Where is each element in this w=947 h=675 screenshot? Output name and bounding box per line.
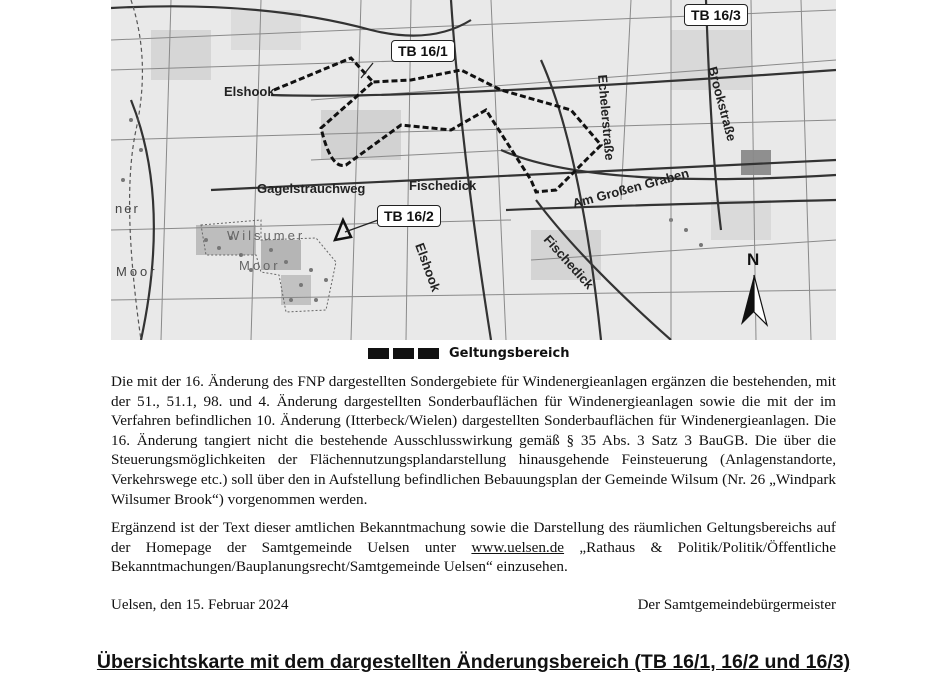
legend-dash-symbol-2 [393, 348, 414, 359]
label-moor-2: Moor [116, 264, 158, 279]
place-date: Uelsen, den 15. Februar 2024 [111, 597, 289, 613]
tb161-label: TB 16/1 [391, 40, 455, 62]
map-caption: Übersichtskarte mit dem dargestellten Änderungsbereich (TB 16/1, 16/2 und 16/3) [96, 651, 851, 673]
legend-dash-symbol [368, 348, 389, 359]
tb162-label: TB 16/2 [377, 205, 441, 227]
north-letter: N [747, 250, 760, 269]
paragraph-homepage-end: „Rathaus & Politik/Politik/Öffentliche Bekanntmachungen/Bauplanungsrecht/Samtgemeinde Uelsen“ einzusehen. [111, 538, 836, 576]
label-am-grossen-graben: Am Großen Graben [570, 165, 691, 211]
signature: Der Samtgemeindebürgermeister [637, 597, 836, 613]
label-echelerstrasse: Echelerstraße [595, 73, 618, 161]
tb163-label: TB 16/3 [684, 4, 748, 26]
label-ner: ner [115, 201, 140, 216]
label-fischedick-road: Fischedick [540, 231, 597, 292]
paragraph-homepage [111, 518, 836, 577]
label-elshook-road: Elshook [412, 240, 444, 294]
legend-label: Geltungsbereich [449, 345, 570, 361]
label-fischedick: Fischedick [409, 178, 477, 193]
label-brookstrasse: Brookstraße [705, 64, 740, 143]
paragraph-homepage-start: Ergänzend ist der Text dieser amtlichen Bekanntmachung sowie die Darstellung des räumlichen Geltungsbereichs auf der Homepage der Samtgemeinde Uelsen unter [111, 519, 836, 556]
legend-dash-symbol-3 [418, 348, 439, 359]
label-gagelstrauchweg: Gagelstrauchweg [257, 181, 366, 196]
overview-map [111, 0, 836, 340]
paragraph-main: Die mit der 16. Änderung des FNP dargestellten Sondergebiete für Windenergieanlagen ergänzen die bestehenden, mit der 51., 51.1, 98. und 4. Änderung dargestellten Sonderbauflächen für Windenergieanlagen sowie die mit der im Verfahren befindlichen 10. Änderung (Itterbeck/Wielen) dargestellten Sonderbauflächen für Windenergieanlagen. Die 16. Änderung tangiert nicht die bestehende Ausschlusswirkung gemäß § 35 Abs. 3 Satz 3 BauGB. Die über die Steuerungsmöglichkeiten der Flächennutzungsplandarstellung hinausgehende Feinsteuerung (Anlagenstandorte, Verkehrswege etc.) soll über den in Aufstellung befindlichen Bebauungsplan der Gemeinde Wilsum (Nr. 26 „Windpark Wilsumer Brook“) vorgenommen werden. [111, 373, 836, 508]
label-moor-1: Moor [239, 258, 281, 273]
map-drawing [111, 0, 836, 340]
map-legend [368, 344, 569, 362]
label-wilsumer: Wilsumer [227, 228, 306, 243]
website-link[interactable]: www.uelsen.de [471, 538, 565, 556]
label-elshook: Elshook [224, 84, 275, 99]
